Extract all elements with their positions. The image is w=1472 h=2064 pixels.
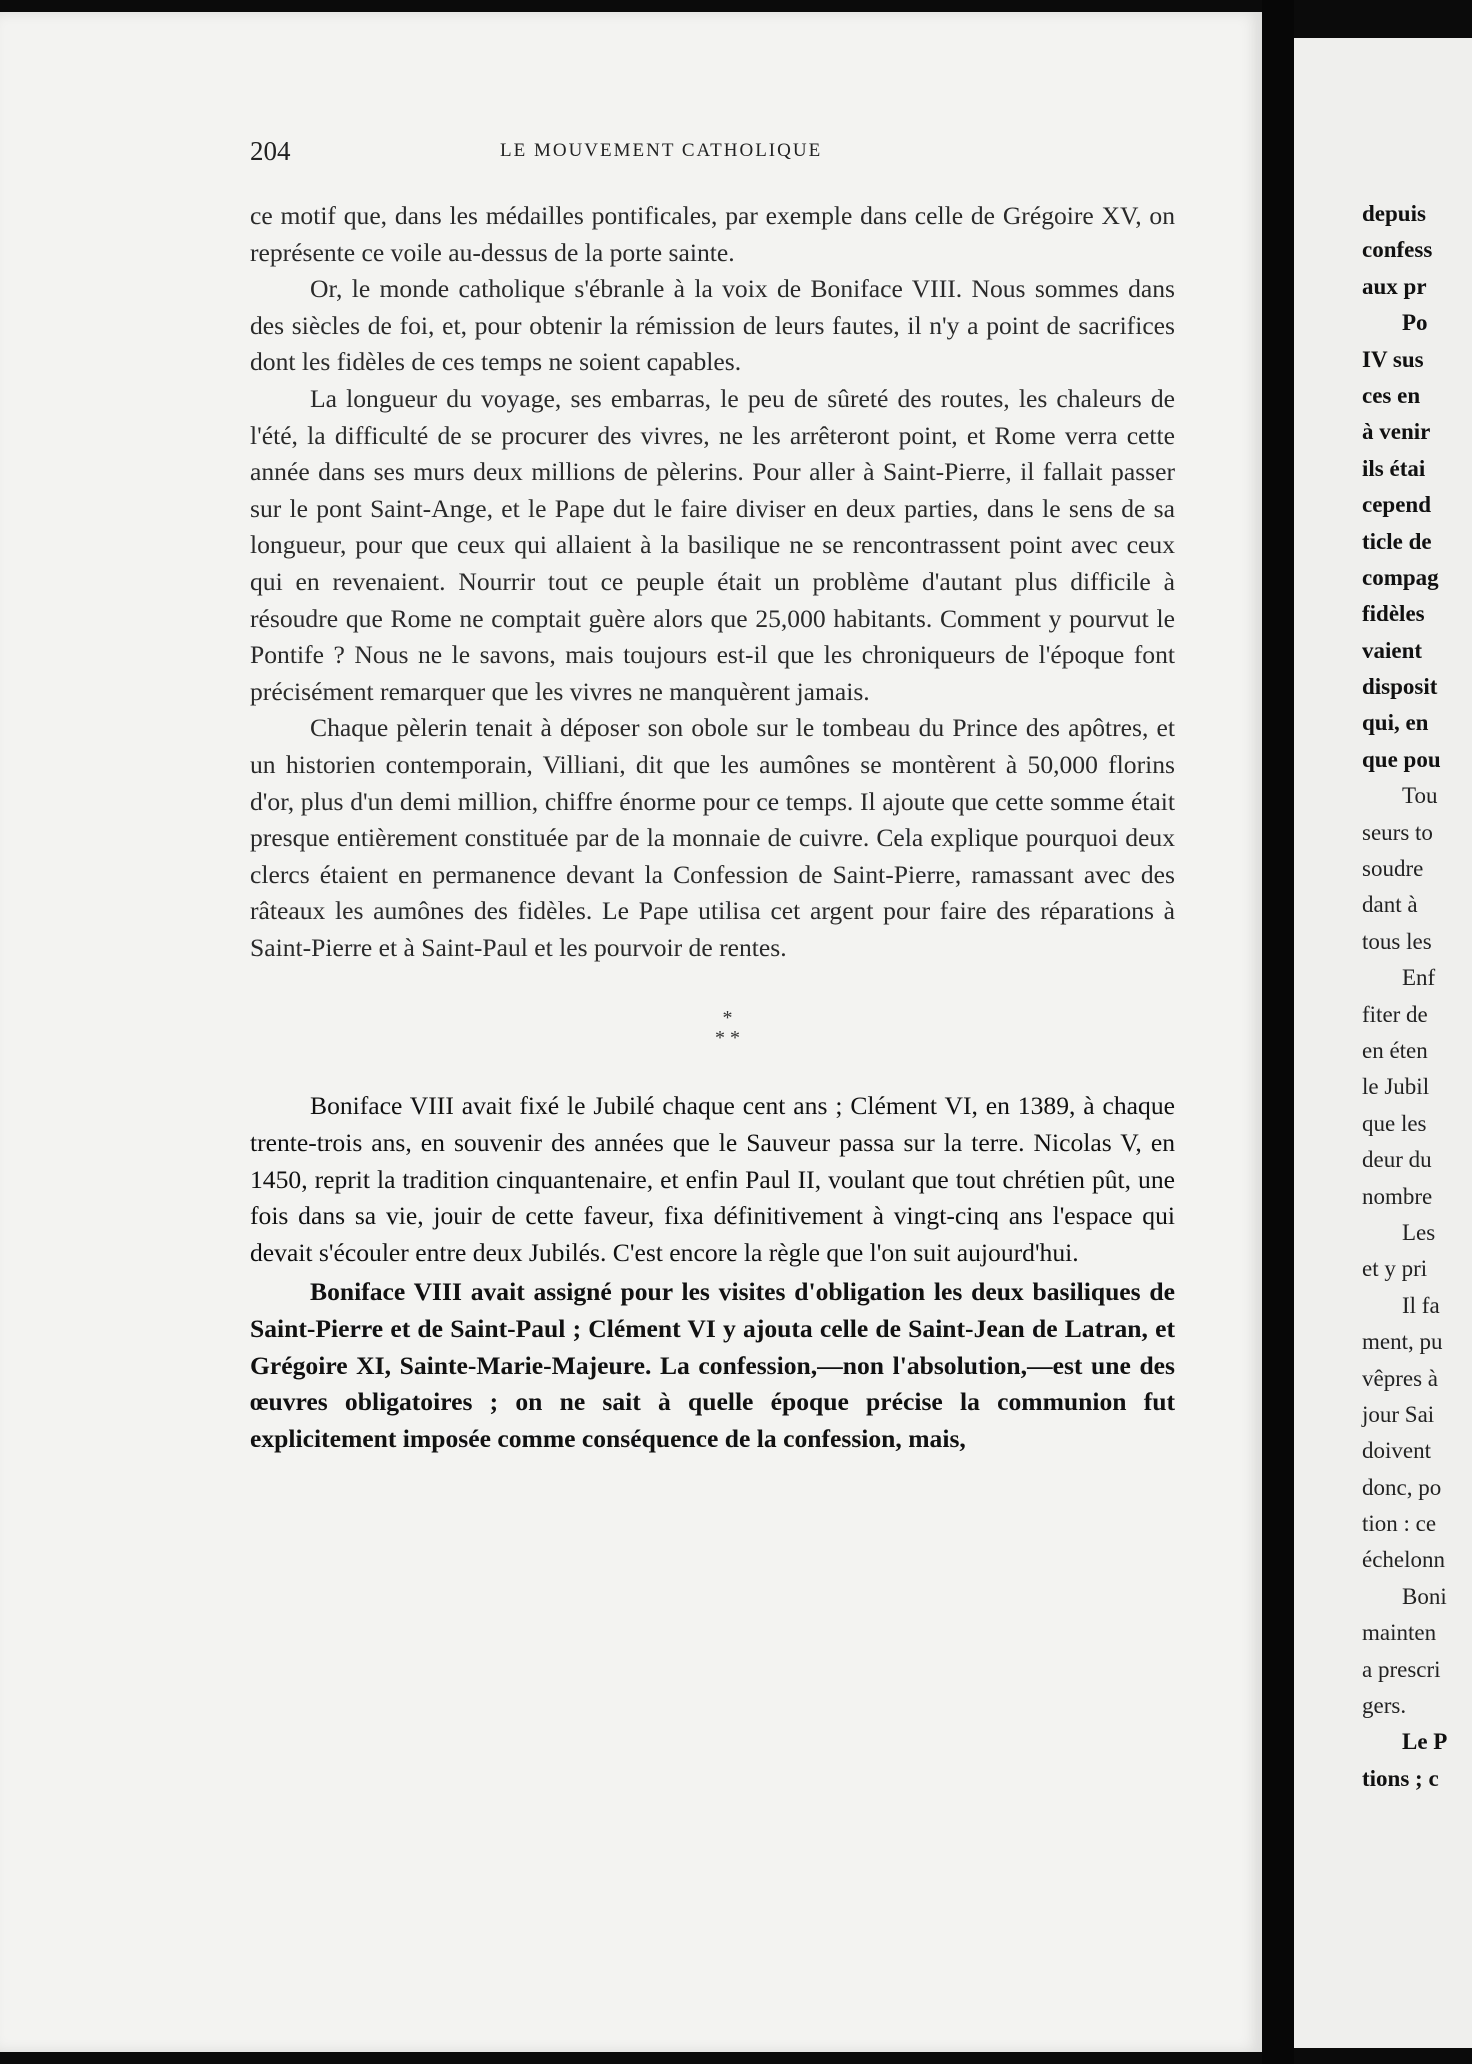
book-gutter [1262, 0, 1294, 2064]
facing-page-line: fidèles [1362, 601, 1425, 627]
facing-page-line: en éten [1362, 1037, 1428, 1063]
facing-page-line: cepend [1362, 492, 1431, 518]
facing-page-line: ces en [1362, 382, 1421, 408]
facing-page-line: Enf [1402, 965, 1436, 991]
facing-page-line: nombre [1362, 1183, 1433, 1209]
facing-page-line: tous les [1362, 928, 1432, 954]
facing-page-line: soudre [1362, 856, 1424, 882]
facing-page-line: ticle de [1362, 528, 1432, 554]
paragraph-2: Or, le monde catholique s'ébranle à la voix de Boniface VIII. Nous sommes dans des siècles de foi, et, pour obtenir la rémission de leurs fautes, il n'y a point de sacrifices dont les fidèles de ces temps ne soient capables. [250, 274, 1175, 377]
facing-page-line: et y pri [1362, 1256, 1428, 1282]
facing-page-line: aux pr [1362, 273, 1427, 299]
facing-page-line: tion : ce [1362, 1511, 1437, 1537]
facing-page-line: depuis [1362, 201, 1426, 226]
facing-page-line: IV sus [1362, 346, 1424, 372]
facing-page-line: tions ; c [1362, 1765, 1439, 1791]
facing-page-line: jour Sai [1362, 1401, 1435, 1427]
facing-page-line: le Jubil [1362, 1074, 1430, 1100]
facing-page-line: échelonn [1362, 1547, 1446, 1573]
running-head [250, 136, 1165, 170]
facing-page-line: Il fa [1402, 1292, 1440, 1318]
facing-page-line: a prescri [1362, 1656, 1441, 1682]
facing-page-line: donc, po [1362, 1474, 1442, 1500]
facing-page-line: confess [1362, 237, 1433, 263]
paragraph-5: Boniface VIII avait fixé le Jubilé chaque cent ans ; Clément VI, en 1389, à chaque trente-trois ans, en souvenir des années que le Sauveur passa sur la terre. Nicolas V, en 1450, reprit la tradition cinquantenaire, et enfin Paul II, voulant que tout chrétien pût, une fois dans sa vie, jouir de cette faveur, fixa définitivement à vingt-cinq ans l'espace qui devait s'écouler entre deux Jubilés. C'est encore la règle que l'on suit aujourd'hui. [250, 1091, 1175, 1267]
paragraph-4: Chaque pèlerin tenait à déposer son obole sur le tombeau du Prince des apôtres, et un historien contemporain, Villiani, dit que les aumônes se montèrent à 50,000 florins d'or, plus d'un demi million, chiffre énorme pour ce temps. Il ajoute que cette somme était presque entièrement constituée par de la monnaie de cuivre. Cela explique pourquoi deux clercs étaient en permanence devant la Confession de Saint-Pierre, ramassant avec des râteaux les aumônes des fidèles. Le Pape utilisa cet argent pour faire des réparations à Saint-Pierre et à Saint-Paul et les pourvoir de rentes. [250, 713, 1175, 962]
paragraph-6: Boniface VIII avait assigné pour les visites d'obligation les deux basiliques de Saint-Pierre et de Saint-Paul ; Clément VI y ajouta celle de Saint-Jean de Latran, et Grégoire XI, Sainte-Marie-Majeure. La confession,—non l'absolution,—est une des œuvres obligatoires ; on ne sait à quelle époque précise la communion fut explicitement imposée comme conséquence de la confession, mais, [250, 1277, 1175, 1453]
facing-page-line: fiter de [1362, 1001, 1428, 1027]
facing-page-line: vêpres à [1362, 1365, 1438, 1391]
facing-page-line: dant à [1362, 892, 1418, 918]
facing-page-line: doivent [1362, 1438, 1431, 1464]
asterism-top: * [722, 1007, 733, 1030]
facing-page-line: que pou [1362, 746, 1441, 772]
facing-page-line: deur du [1362, 1147, 1432, 1173]
facing-page-line: mainten [1362, 1620, 1437, 1646]
facing-page-line: que les [1362, 1110, 1427, 1136]
running-title: LE MOUVEMENT CATHOLIQUE [500, 140, 823, 161]
facing-page-line: ment, pu [1362, 1329, 1443, 1355]
lower-section [250, 1088, 1175, 1457]
main-text [250, 198, 1175, 1460]
facing-page-line: seurs to [1362, 819, 1433, 845]
paragraph-1: ce motif que, dans les médailles pontificales, par exemple dans celle de Grégoire XV, on représente ce voile au-dessus de la porte sainte. [250, 201, 1175, 267]
paragraph-3: La longueur du voyage, ses embarras, le peu de sûreté des routes, les chaleurs de l'été, la difficulté de se procurer des vivres, ne les arrêteront point, et Rome verra cette année dans ses murs deux millions de pèlerins. Pour aller à Saint-Pierre, il fallait passer sur le pont Saint-Ange, et le Pape dut le faire diviser en deux parties, dans le sens de sa longueur, pour que ceux qui allaient à la basilique ne se rencontrassent point avec ceux qui en revenaient. Nourrir tout ce peuple était un problème d'autant plus difficile à résoudre que Rome ne comptait guère alors que 25,000 habitants. Comment y pourvut le Pontife ? Nous ne le savons, mais toujours est-il que les chroniqueurs de l'époque font précisément remarquer que les vivres ne manquèrent jamais. [250, 383, 1175, 706]
facing-page-line: gers. [1362, 1693, 1407, 1719]
facing-page-line: à venir [1362, 419, 1431, 445]
asterism-bottom: * * [715, 1027, 740, 1050]
facing-page-line: Boni [1402, 1583, 1447, 1609]
page-number: 204 [250, 136, 291, 166]
facing-page-text [1362, 196, 1472, 1797]
facing-page-line: compag [1362, 564, 1439, 590]
facing-page-line: vaient [1362, 637, 1423, 663]
facing-page-line: disposit [1362, 674, 1438, 700]
facing-page-line: qui, en [1362, 710, 1429, 736]
facing-page-line: Po [1402, 310, 1428, 336]
facing-page-line: Tou [1402, 783, 1438, 809]
facing-page-line: ils étai [1362, 455, 1426, 481]
facing-page-line: Le P [1402, 1729, 1448, 1755]
section-break-asterism [280, 1008, 1175, 1048]
facing-page-line: Les [1402, 1219, 1436, 1245]
